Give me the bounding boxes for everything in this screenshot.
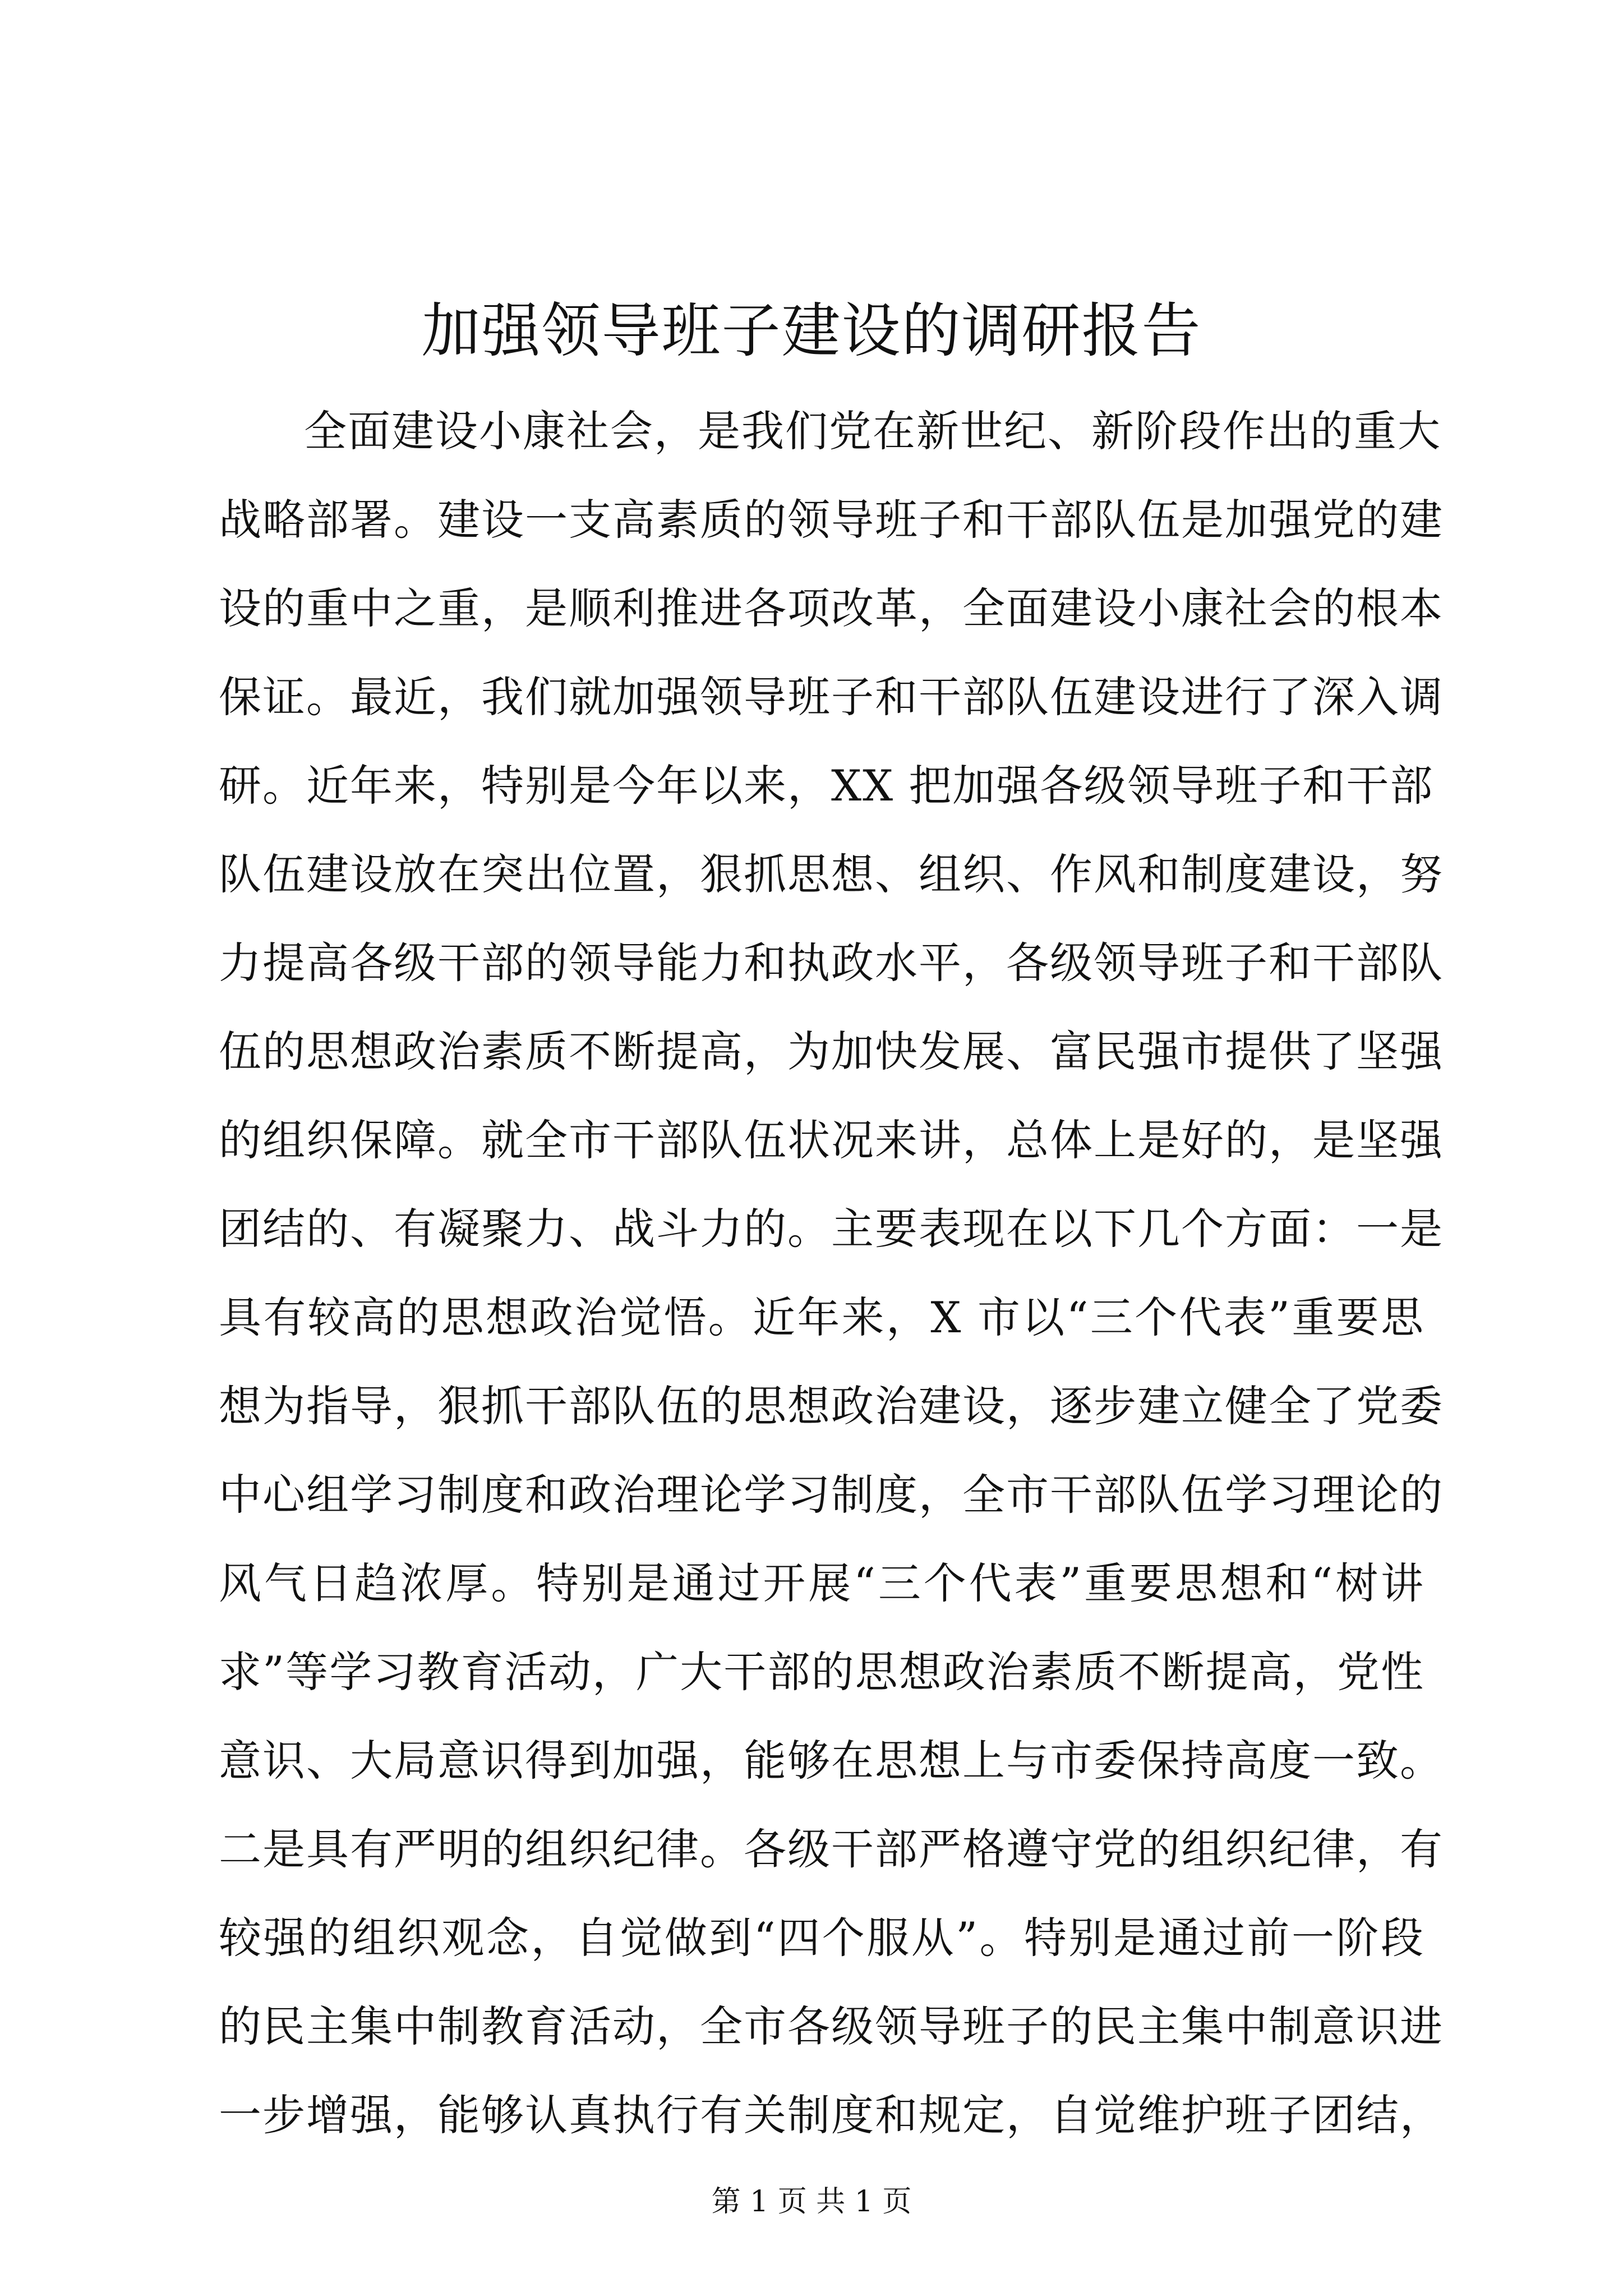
document-title: 加强领导班子建设的调研报告: [421, 297, 1202, 365]
body-line: 队伍建设放在突出位置，狠抓思想、组织、作风和制度建设，努: [219, 849, 1444, 899]
body-line: 团结的、有凝聚力、战斗力的。主要表现在以下几个方面：一是: [219, 1204, 1444, 1254]
body-line: 的组织保障。就全市干部队伍状况来讲，总体上是好的，是坚强: [219, 1115, 1444, 1165]
body-line: 研。近年来，特别是今年以来，XX 把加强各级领导班子和干部: [219, 761, 1434, 811]
document-body: [219, 387, 1444, 2160]
body-line: 二是具有严明的组织纪律。各级干部严格遵守党的组织纪律，有: [219, 1824, 1444, 1874]
body-line: 较强的组织观念，自觉做到“四个服从”。特别是通过前一阶段: [219, 1913, 1424, 1963]
body-line: 全面建设小康社会，是我们党在新世纪、新阶段作出的重大: [304, 406, 1441, 456]
body-line: 力提高各级干部的领导能力和执政水平，各级领导班子和干部队: [219, 938, 1444, 988]
page-footer: 第 1 页 共 1 页: [711, 2185, 912, 2219]
body-line: 求”等学习教育活动，广大干部的思想政治素质不断提高，党性: [219, 1647, 1424, 1697]
body-line: 设的重中之重，是顺利推进各项改革，全面建设小康社会的根本: [219, 583, 1444, 633]
body-line: 保证。最近，我们就加强领导班子和干部队伍建设进行了深入调: [219, 672, 1444, 722]
body-line: 的民主集中制教育活动，全市各级领导班子的民主集中制意识进: [219, 2001, 1444, 2051]
body-line: 想为指导，狠抓干部队伍的思想政治建设，逐步建立健全了党委: [219, 1381, 1444, 1431]
body-line: 战略部署。建设一支高素质的领导班子和干部队伍是加强党的建: [219, 495, 1444, 545]
body-line: 一步增强，能够认真执行有关制度和规定，自觉维护班子团结，: [219, 2090, 1444, 2140]
body-line: 意识、大局意识得到加强，能够在思想上与市委保持高度一致。: [219, 1736, 1444, 1786]
body-line: 中心组学习制度和政治理论学习制度，全市干部队伍学习理论的: [219, 1470, 1444, 1520]
body-line: 具有较高的思想政治觉悟。近年来，X 市以“三个代表”重要思: [219, 1292, 1424, 1342]
body-line: 风气日趋浓厚。特别是通过开展“三个代表”重要思想和“树讲: [219, 1558, 1424, 1608]
body-line: 伍的思想政治素质不断提高，为加快发展、富民强市提供了坚强: [219, 1027, 1444, 1076]
